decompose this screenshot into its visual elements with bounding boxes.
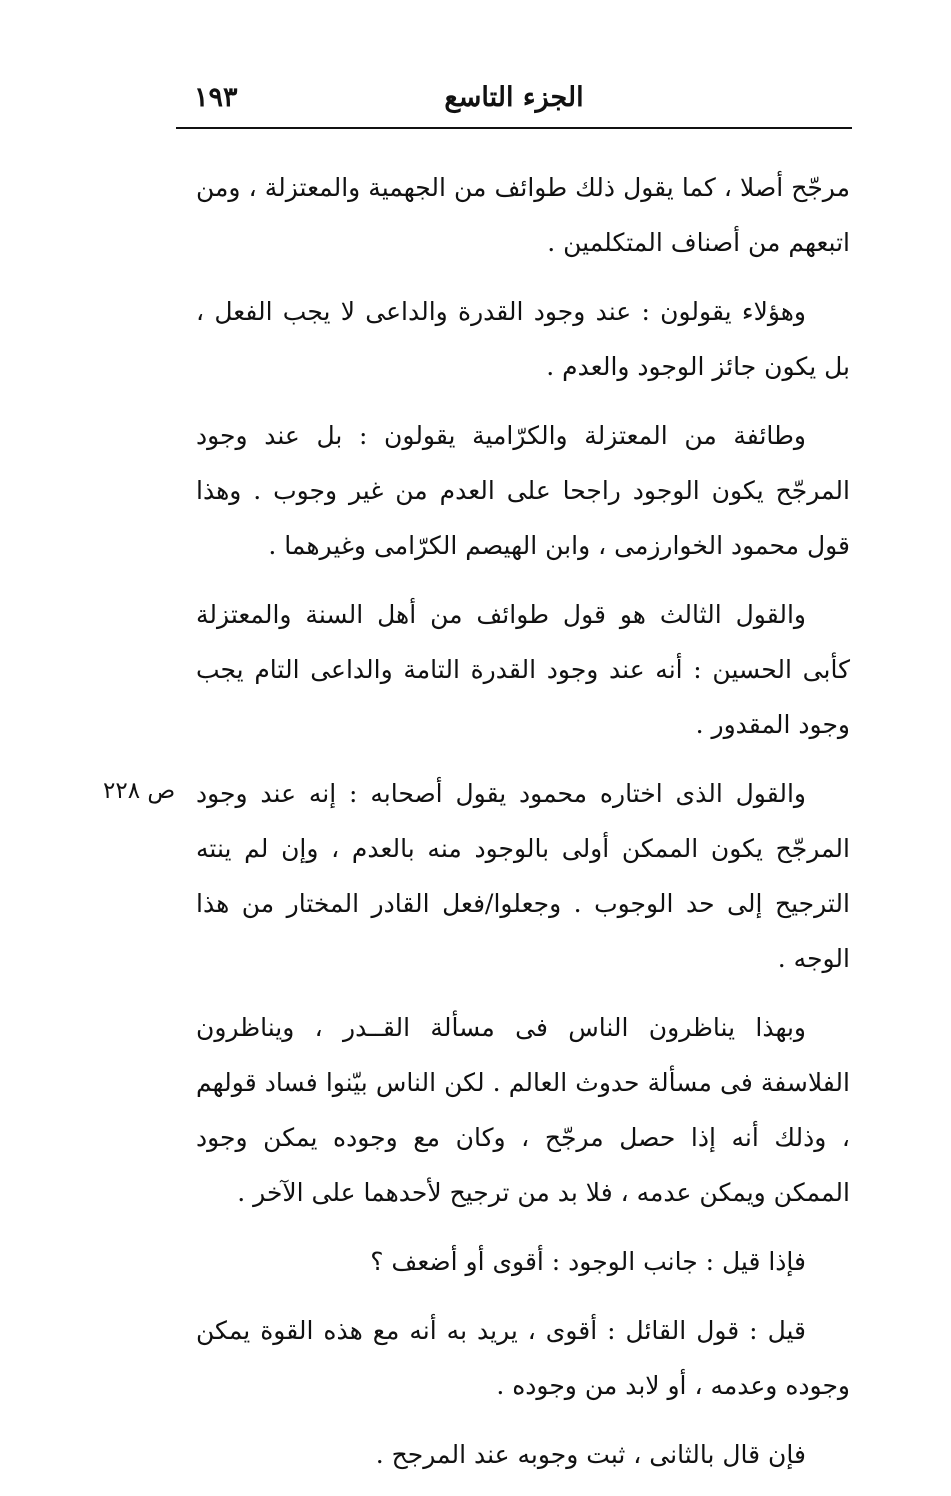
paragraph: والقول الذى اختاره محمود يقول أصحابه : إنه عند وجود المرجّح يكون الممكن أولى بالوجود منه بالعدم ، وإن لم ينته الترجيح إلى حد الوجوب . وجعلوا/فعل القادر المختار من هذا الوجه . [196, 779, 850, 973]
paragraph: والقول الثالث هو قول طوائف من أهل السنة والمعتزلة كأبى الحسين : أنه عند وجود القدرة التامة والداعى التام يجب وجود المقدور . [196, 600, 850, 739]
paragraph: وبهذا يناظرون الناس فى مسألة القــدر ، ويناظرون الفلاسفة فى مسألة حدوث العالم . لكن الناس بيّنوا فساد قولهم ، وذلك أنه إذا حصل مرجّح ، وكان مع وجوده يمكن وجود الممكن ويمكن عدمه ، فلا بد من ترجيح لأحدهما على الآخر . [196, 1013, 850, 1207]
running-title: الجزء التاسع [444, 82, 584, 113]
paragraph: فإذا قيل : جانب الوجود : أقوى أو أضعف ؟ [370, 1247, 806, 1276]
header-rule [176, 127, 852, 129]
margin-page-reference: ص ٢٢٨ [103, 778, 176, 804]
paragraph: قيل : قول القائل : أقوى ، يريد به أنه مع هذه القوة يمكن وجوده وعدمه ، أو لابد من وجوده . [196, 1316, 850, 1400]
page-number: ١٩٣ [194, 82, 238, 113]
paragraph: مرجّح أصلا ، كما يقول ذلك طوائف من الجهمية والمعتزلة ، ومن اتبعهم من أصناف المتكلمين . [196, 173, 850, 257]
body-text [196, 160, 850, 1496]
paragraph: وطائفة من المعتزلة والكرّامية يقولون : بل عند وجود المرجّح يكون الوجود راجحا على العدم من غير وجوب . وهذا قول محمود الخوارزمى ، وابن الهيصم الكرّامى وغيرهما . [196, 421, 850, 560]
paragraph: فإن قال بالثانى ، ثبت وجوبه عند المرجح . [375, 1440, 806, 1469]
page-header [176, 82, 852, 124]
paragraph: وهؤلاء يقولون : عند وجود القدرة والداعى لا يجب الفعل ، بل يكون جائز الوجود والعدم . [196, 297, 850, 381]
